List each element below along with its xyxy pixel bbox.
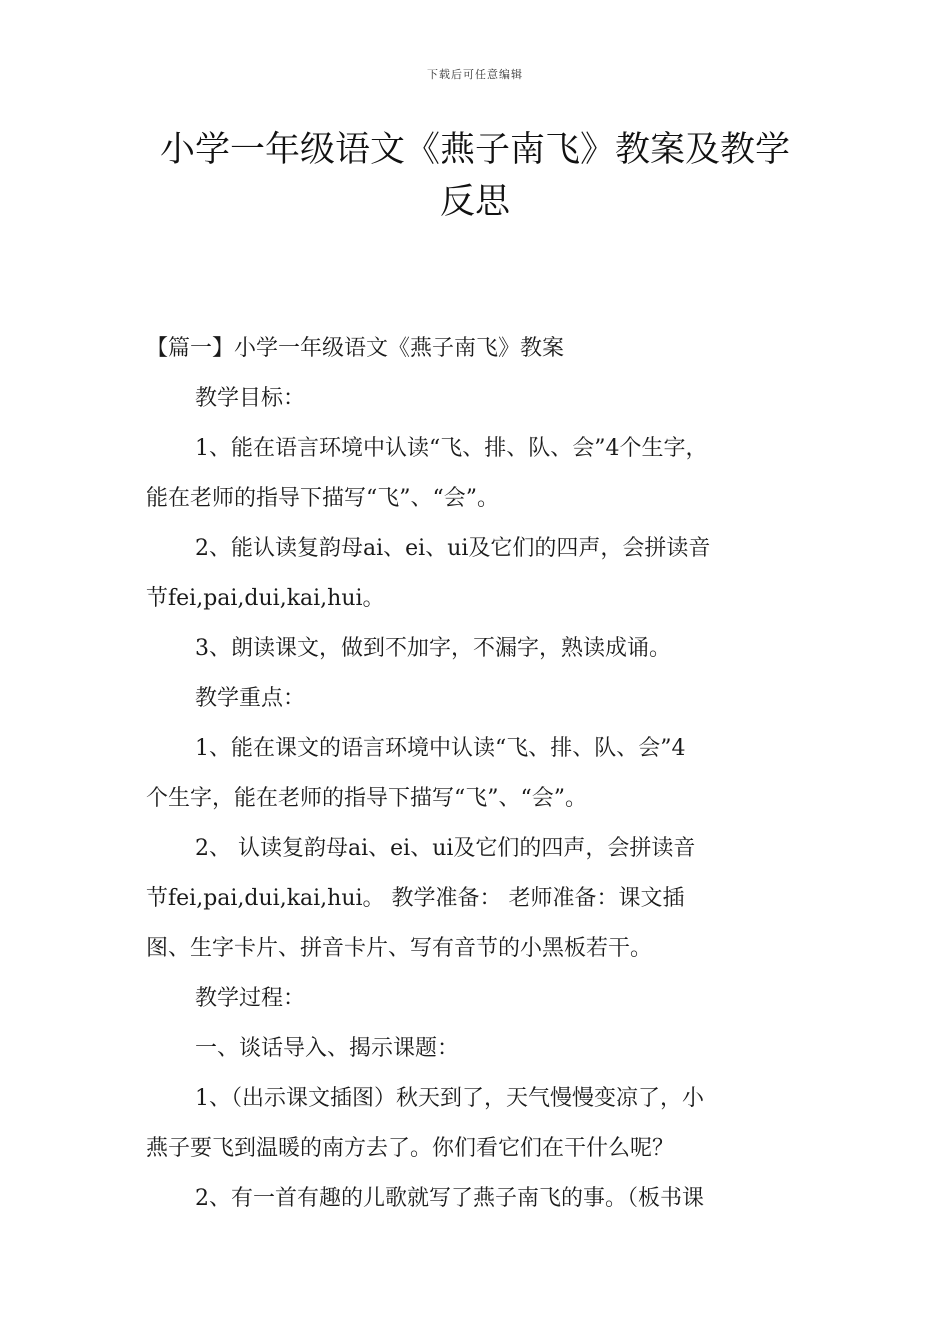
section-heading: 【篇一】小学一年级语文《燕子南飞》教案 xyxy=(146,336,565,361)
document-body xyxy=(146,324,816,1224)
paragraph-line: 一、谈话导入、揭示课题： xyxy=(195,1036,460,1061)
paragraph-line: 1、能在语言环境中认读“飞、排、队、会”4个生字， xyxy=(195,436,708,461)
paragraph-line: 1、能在课文的语言环境中认读“飞、排、队、会”4 xyxy=(195,736,686,761)
paragraph-line: 能在老师的指导下描写“飞”、“会”。 xyxy=(146,486,499,511)
subheading-teaching-focus: 教学重点： xyxy=(195,686,306,711)
paragraph-line: 2、能认读复韵母ai、ei、ui及它们的四声，会拼读音 xyxy=(195,536,711,561)
paragraph-line: 节fei,pai,dui,kai,hui。 教学准备： 老师准备：课文插 xyxy=(146,886,685,911)
paragraph-line: 节fei,pai,dui,kai,hui。 xyxy=(146,586,385,611)
paragraph-line: 图、生字卡片、拼音卡片、写有音节的小黑板若干。 xyxy=(146,936,653,961)
subheading-teaching-process: 教学过程： xyxy=(195,986,306,1011)
paragraph-line: 1、（出示课文插图）秋天到了，天气慢慢变凉了，小 xyxy=(195,1086,704,1111)
document-title-line-1: 小学一年级语文《燕子南飞》教案及教学 xyxy=(159,130,790,170)
page-header-note: 下载后可任意编辑 xyxy=(427,68,523,81)
paragraph-line: 3、朗读课文，做到不加字，不漏字，熟读成诵。 xyxy=(195,636,671,661)
paragraph-line: 个生字，能在老师的指导下描写“飞”、“会”。 xyxy=(146,786,587,811)
paragraph-line: 2、有一首有趣的儿歌就写了燕子南飞的事。（板书课 xyxy=(195,1186,704,1211)
paragraph-line: 燕子要飞到温暖的南方去了。你们看它们在干什么呢？ xyxy=(146,1136,675,1161)
document-title-line-2: 反思 xyxy=(439,182,510,222)
document-title xyxy=(0,124,950,228)
subheading-teaching-goals: 教学目标： xyxy=(195,386,306,411)
paragraph-line: 2、 认读复韵母ai、ei、ui及它们的四声，会拼读音 xyxy=(195,836,696,861)
